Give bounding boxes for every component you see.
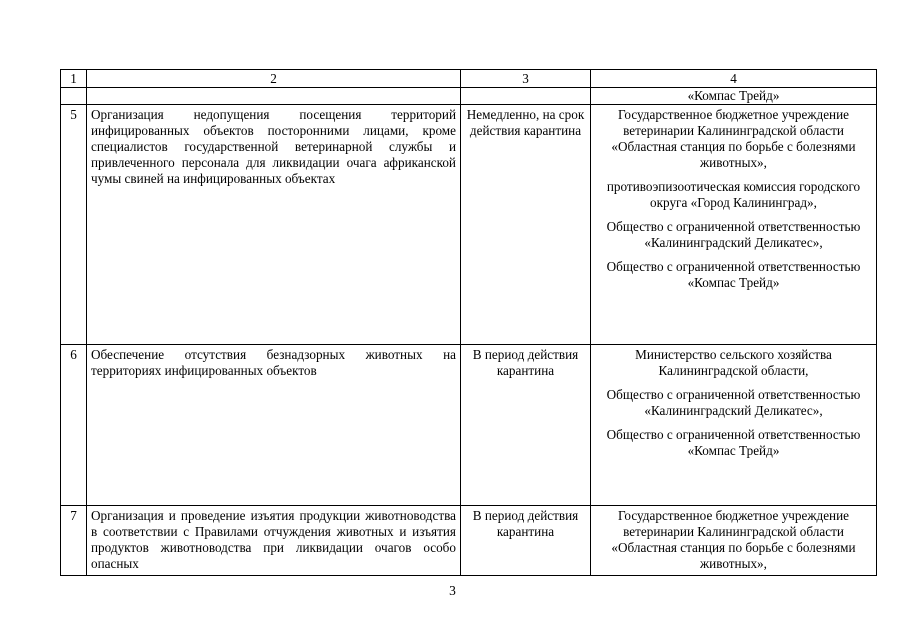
continuation-cell-col2 bbox=[87, 88, 461, 105]
measure-term: Немедленно, на срок действия карантина bbox=[461, 105, 591, 345]
table-row bbox=[61, 345, 877, 506]
measure-term: В период действия карантина bbox=[461, 506, 591, 576]
measure-term: В период действия карантина bbox=[461, 345, 591, 506]
header-cell-col1: 1 bbox=[61, 70, 87, 88]
responsible-cell bbox=[591, 345, 877, 506]
header-cell-col3: 3 bbox=[461, 70, 591, 88]
continuation-cell-col1 bbox=[61, 88, 87, 105]
table-row bbox=[61, 506, 877, 576]
measure-description: Обеспечение отсутствия безнадзорных животных на территориях инфицированных объектов bbox=[87, 345, 461, 506]
table-header-row bbox=[61, 70, 877, 88]
continuation-cell-col3 bbox=[461, 88, 591, 105]
page-number: 3 bbox=[449, 583, 456, 598]
row-number: 6 bbox=[61, 345, 87, 506]
responsible-cell bbox=[591, 105, 877, 345]
responsible-entity: Государственное бюджетное учреждение ветеринарии Калининградской области «Областная станция по борьбе с болезнями животных», bbox=[611, 508, 856, 571]
responsible-entity: противоэпизоотическая комиссия городского округа «Город Калининград», bbox=[606, 179, 861, 210]
row-number: 5 bbox=[61, 105, 87, 345]
responsible-entity: Государственное бюджетное учреждение ветеринарии Калининградской области «Областная станция по борьбе с болезнями животных», bbox=[611, 107, 856, 170]
responsible-entity: Общество с ограниченной ответственностью «Компас Трейд» bbox=[606, 427, 861, 458]
header-cell-col4: 4 bbox=[591, 70, 877, 88]
table-row bbox=[61, 105, 877, 345]
continuation-row bbox=[61, 88, 877, 105]
measure-description: Организация и проведение изъятия продукции животноводства в соответствии с Правилами отчуждения животных и изъятия продуктов животноводства при ликвидации очагов особо опасных bbox=[87, 506, 461, 576]
responsible-entity: Министерство сельского хозяйства Калининградской области, bbox=[635, 347, 832, 378]
measure-description: Организация недопущения посещения территорий инфицированных объектов посторонними лицами, кроме специалистов государственной ветеринарной службы и привлеченного персонала для ликвидации очага африканской чумы свиней на инфицированных объектах bbox=[87, 105, 461, 345]
row-number: 7 bbox=[61, 506, 87, 576]
responsible-entity: Общество с ограниченной ответственностью «Калининградский Деликатес», bbox=[606, 219, 861, 250]
responsible-entity: Общество с ограниченной ответственностью «Калининградский Деликатес», bbox=[606, 387, 861, 418]
responsible-cell bbox=[591, 506, 877, 576]
responsible-entity: Общество с ограниченной ответственностью «Компас Трейд» bbox=[606, 259, 861, 290]
measures-table bbox=[60, 69, 877, 576]
header-cell-col2: 2 bbox=[87, 70, 461, 88]
continuation-cell-col4: «Компас Трейд» bbox=[591, 88, 877, 105]
